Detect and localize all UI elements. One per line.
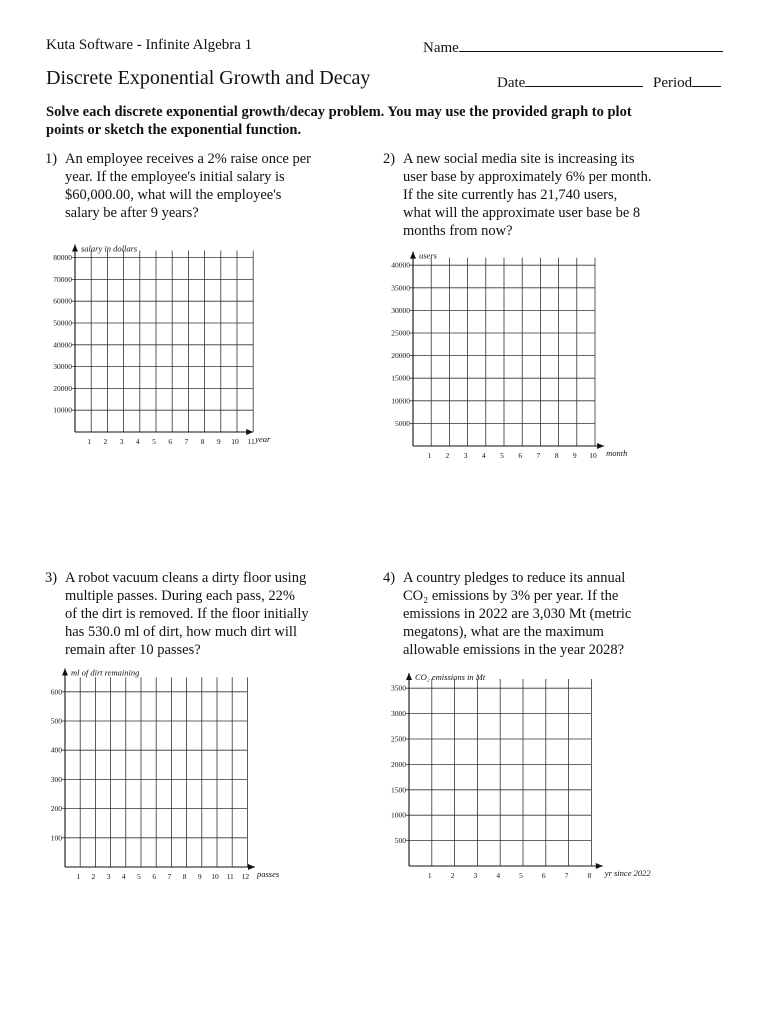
x-tick-label: 11: [247, 437, 255, 446]
x-tick-label: 5: [137, 872, 141, 881]
problem-line: megatons), what are the maximum: [403, 624, 604, 640]
y-axis-arrow-icon: [410, 252, 416, 259]
y-tick-label: 10000: [391, 396, 410, 406]
x-tick-label: 10: [589, 451, 597, 460]
x-tick-label: 2: [445, 451, 450, 460]
y-tick-label: 500: [50, 716, 62, 726]
problem-number: 2): [383, 151, 396, 167]
problem-line: months from now?: [403, 223, 513, 239]
graph-4[interactable]: [365, 660, 665, 885]
y-tick-label: 40000: [391, 260, 410, 270]
x-tick-label: 4: [481, 451, 486, 460]
date-label: Date: [497, 75, 526, 91]
x-tick-label: 3: [463, 451, 468, 460]
problem-line: multiple passes. During each pass, 22%: [65, 588, 295, 604]
y-axis-arrow-icon: [62, 668, 68, 675]
problem-line: allowable emissions in the year 2028?: [403, 642, 625, 658]
instructions-line: points or sketch the exponential function.: [46, 122, 302, 138]
page-title: Discrete Exponential Growth and Decay: [46, 67, 371, 89]
graph-3[interactable]: [20, 662, 320, 887]
problem-number: 4): [383, 570, 396, 586]
y-axis-label: ml of dirt remaining: [71, 667, 140, 678]
problem-3: [45, 569, 355, 669]
problem-line: A robot vacuum cleans a dirty floor using: [65, 570, 307, 586]
x-axis-arrow-icon: [246, 429, 253, 435]
x-axis-arrow-icon: [597, 443, 604, 449]
instructions: [46, 103, 696, 139]
problem-text: [65, 150, 311, 222]
x-tick-label: 2: [91, 872, 96, 881]
period-field[interactable]: [653, 72, 721, 92]
period-label: Period: [653, 75, 693, 91]
problem-line: has 530.0 ml of dirt, how much dirt will: [65, 624, 297, 640]
y-tick-label: 600: [50, 687, 62, 697]
period-blank[interactable]: [692, 72, 721, 87]
y-axis-label: users: [419, 250, 437, 261]
problem-1: [45, 150, 355, 230]
problem-line: If the site currently has 21,740 users,: [403, 187, 618, 203]
y-axis-arrow-icon: [406, 673, 412, 680]
x-tick-label: 10: [211, 872, 219, 881]
problem-4: [383, 569, 703, 669]
y-tick-label: 35000: [391, 283, 410, 293]
y-tick-label: 1500: [391, 785, 406, 795]
problem-line: remain after 10 passes?: [65, 642, 201, 658]
y-tick-label: 25000: [391, 328, 410, 338]
y-tick-label: 50000: [53, 318, 72, 328]
y-tick-label: 2500: [391, 734, 406, 744]
problem-text: [403, 569, 631, 659]
y-tick-label: 500: [394, 836, 406, 846]
x-axis-arrow-icon: [596, 863, 603, 869]
y-axis-label: salary in dollars: [81, 243, 138, 254]
x-tick-label: 3: [119, 437, 124, 446]
x-axis-label: year: [255, 434, 271, 444]
problem-line: emissions in 2022 are 3,030 Mt (metric: [403, 606, 632, 622]
x-tick-label: 4: [496, 871, 501, 880]
x-tick-label: 6: [518, 451, 523, 460]
problem-number: 3): [45, 570, 58, 586]
x-tick-label: 2: [103, 437, 108, 446]
x-tick-label: 11: [226, 872, 234, 881]
x-tick-label: 12: [241, 872, 250, 881]
x-tick-label: 5: [152, 437, 156, 446]
name-label: Name: [423, 40, 459, 56]
y-tick-label: 20000: [391, 351, 410, 361]
x-tick-label: 6: [541, 871, 546, 880]
x-tick-label: 5: [500, 451, 504, 460]
x-axis-arrow-icon: [248, 864, 255, 870]
x-tick-label: 4: [121, 872, 126, 881]
y-tick-label: 1000: [391, 810, 406, 820]
problem-line: CO₂ emissions by 3% per year. If the: [403, 588, 619, 604]
x-tick-label: 8: [182, 872, 187, 881]
x-tick-label: 6: [168, 437, 173, 446]
x-tick-label: 7: [564, 871, 569, 880]
problem-2: [383, 150, 703, 250]
problem-line: A new social media site is increasing its: [403, 151, 635, 167]
y-tick-label: 30000: [391, 305, 410, 315]
x-tick-label: 8: [200, 437, 205, 446]
problem-line: A country pledges to reduce its annual: [403, 570, 626, 586]
graph-2[interactable]: [365, 244, 645, 464]
x-axis-label: month: [606, 448, 628, 458]
x-tick-label: 7: [167, 872, 172, 881]
problem-line: year. If the employee's initial salary is: [65, 169, 285, 185]
x-tick-label: 1: [427, 871, 432, 880]
x-tick-label: 9: [572, 451, 577, 460]
y-tick-label: 3500: [391, 683, 406, 693]
date-blank[interactable]: [525, 72, 643, 87]
y-tick-label: 10000: [53, 405, 72, 415]
y-tick-label: 300: [50, 774, 62, 784]
y-tick-label: 70000: [53, 274, 72, 284]
software-label: Kuta Software - Infinite Algebra 1: [46, 37, 253, 53]
y-tick-label: 100: [50, 833, 62, 843]
y-tick-label: 5000: [395, 418, 410, 428]
problem-line: what will the approximate user base be 8: [403, 205, 641, 221]
problem-text: [403, 150, 651, 240]
x-tick-label: 4: [135, 437, 140, 446]
x-tick-label: 9: [216, 437, 221, 446]
y-tick-label: 3000: [391, 709, 406, 719]
name-field[interactable]: [423, 37, 723, 57]
problem-text: [65, 569, 309, 659]
problem-line: of the dirt is removed. If the floor initially: [65, 606, 309, 622]
x-tick-label: 2: [450, 871, 455, 880]
x-tick-label: 8: [554, 451, 559, 460]
y-axis-label: CO₂ emissions in Mt: [415, 671, 486, 682]
x-axis-label: yr since 2022: [604, 868, 651, 878]
x-tick-label: 8: [587, 871, 592, 880]
y-tick-label: 60000: [53, 296, 72, 306]
name-blank[interactable]: [459, 37, 723, 52]
x-tick-label: 3: [106, 872, 111, 881]
instructions-line: Solve each discrete exponential growth/decay problem. You may use the provided graph to plot: [46, 104, 632, 120]
date-field[interactable]: [497, 72, 643, 92]
x-tick-label: 6: [152, 872, 157, 881]
problem-line: An employee receives a 2% raise once per: [65, 151, 311, 167]
problem-number: 1): [45, 151, 58, 167]
x-tick-label: 3: [473, 871, 478, 880]
x-tick-label: 9: [197, 872, 202, 881]
x-tick-label: 1: [76, 872, 81, 881]
y-tick-label: 400: [50, 745, 62, 755]
problem-line: salary be after 9 years?: [65, 205, 199, 221]
problem-line: user base by approximately 6% per month.: [403, 169, 652, 185]
x-tick-label: 7: [536, 451, 541, 460]
y-tick-label: 40000: [53, 340, 72, 350]
y-tick-label: 30000: [53, 362, 72, 372]
x-tick-label: 1: [427, 451, 432, 460]
problem-line: $60,000.00, what will the employee's: [65, 187, 282, 203]
graph-1[interactable]: [30, 224, 300, 449]
y-tick-label: 20000: [53, 383, 72, 393]
y-tick-label: 15000: [391, 373, 410, 383]
x-tick-label: 1: [87, 437, 92, 446]
x-tick-label: 10: [231, 437, 239, 446]
y-tick-label: 200: [50, 804, 62, 814]
x-tick-label: 5: [519, 871, 523, 880]
y-tick-label: 80000: [53, 253, 72, 263]
y-tick-label: 2000: [391, 759, 406, 769]
x-axis-label: passes: [257, 869, 280, 879]
x-tick-label: 7: [184, 437, 189, 446]
y-axis-arrow-icon: [72, 245, 78, 252]
